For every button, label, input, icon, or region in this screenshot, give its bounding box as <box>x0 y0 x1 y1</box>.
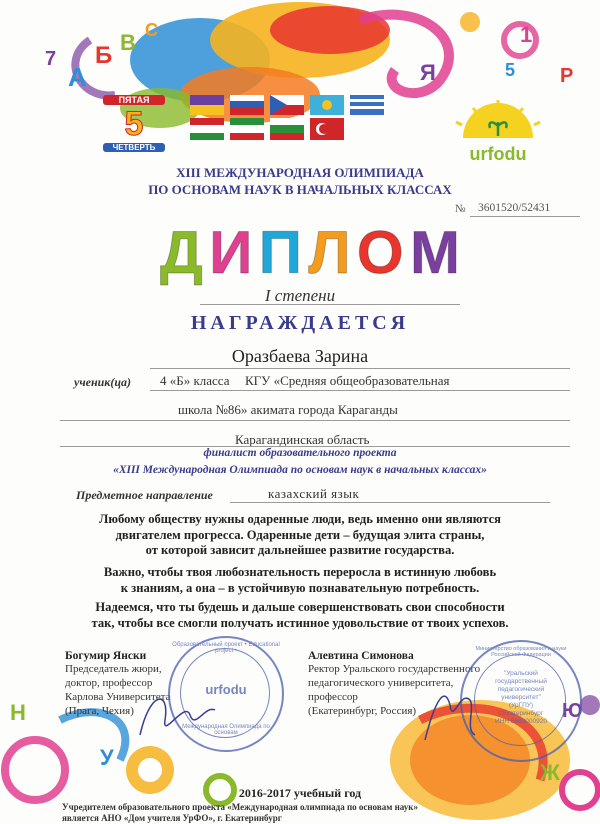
diploma-letter: П <box>258 219 302 286</box>
sun-icon <box>448 100 548 140</box>
signer-left-name: Богумир Янски <box>65 650 147 662</box>
decor-letter: В <box>120 30 136 55</box>
subject-label: Предметное направление <box>76 488 213 502</box>
stamp-right-center: "Уральский государственный педагогический университет" (УрГПУ) г.Екатеринбург ИНН 6663000920 <box>494 670 548 725</box>
decor-letter: У <box>100 745 114 770</box>
signer-right-line: педагогического университета, <box>308 677 454 689</box>
school-line2: школа №86» акимата города Караганды <box>178 402 398 417</box>
stamp-left-center: urfodu <box>205 682 247 697</box>
decor-letter: 5 <box>505 60 516 80</box>
stamp-left-ring: Образовательный проект • Educational project • <box>172 642 280 654</box>
school-line1: КГУ «Средняя общеобразовательная <box>245 373 450 388</box>
number-sign: № <box>455 203 466 215</box>
signer-left-line: Председатель жюри, <box>65 663 162 675</box>
diploma-letter: М <box>409 219 460 286</box>
academic-year: 2016-2017 учебный год <box>238 786 362 800</box>
decor-letter: Н <box>10 700 26 725</box>
olympiad-title-line2: ПО ОСНОВАМ НАУК В НАЧАЛЬНЫХ КЛАССАХ <box>148 182 452 197</box>
decor-letter: Я <box>420 60 436 85</box>
paragraph-1 <box>40 512 560 559</box>
paragraph-2 <box>40 565 560 596</box>
stamp-right-ring: Министерство образования и науки Российской Федерации <box>475 646 567 658</box>
diploma-letter: Л <box>308 219 351 286</box>
signer-right-line: (Екатеринбург, Россия) <box>308 705 417 717</box>
decor-letter: Ж <box>540 760 560 785</box>
diploma-number: 3601520/52431 <box>478 202 551 214</box>
paragraph-line: от которой зависит дальнейшее развитие государства. <box>145 543 455 557</box>
paragraph-3 <box>40 600 560 631</box>
logo-top-text: ПЯТАЯ <box>103 95 165 105</box>
decor-letter: 7 <box>45 48 57 70</box>
region: Карагандинская область <box>235 432 370 447</box>
urfodu-logo <box>448 100 548 164</box>
footer-line2: является АНО «Дом учителя УрФО», г. Екатеринбург <box>62 813 282 823</box>
paragraph-line: Любому обществу нужны одаренные люди, ведь именно они являются <box>99 512 501 526</box>
decor-letter: Р <box>560 65 574 87</box>
signer-left-line: доктор, профессор <box>65 677 153 689</box>
finalist-label: финалист образовательного проекта <box>203 447 397 459</box>
logo-number: 5 <box>124 105 144 143</box>
decor-letter: А <box>68 62 87 92</box>
diploma-heading <box>160 218 460 286</box>
diploma-letter: И <box>209 219 253 286</box>
paragraph-line: двигателем прогресса. Одаренные дети – будущая элита страны, <box>115 527 485 542</box>
degree: I степени <box>264 286 336 305</box>
signature-left <box>130 680 220 750</box>
decor-letter: С <box>145 20 158 40</box>
paragraph-line: к знаниям, а она – в устойчивую познавательную потребность. <box>120 580 480 595</box>
paragraph-line: так, чтобы все смогли получать истинное удовольствие от твоих успехов. <box>91 615 509 630</box>
awarded-heading: НАГРАЖДАЕТСЯ <box>190 312 410 334</box>
fifth-quarter-logo <box>103 95 165 159</box>
project-name: «XIII Международная Олимпиада по основам наук в начальных классах» <box>113 464 487 476</box>
olympiad-title-line1: XIII МЕЖДУНАРОДНАЯ ОЛИМПИАДА <box>176 165 424 180</box>
signer-left-line: (Прага, Чехия) <box>65 705 134 717</box>
paragraph-line: Надеемся, что ты будешь и дальше совершенствовать свои способности <box>95 600 505 614</box>
logo-text: urfodu <box>469 144 527 164</box>
diploma-letter: О <box>356 219 404 286</box>
diploma-letter: Д <box>160 219 203 286</box>
student-label: ученик(ца) <box>74 375 132 389</box>
decor-letter: Ю <box>562 700 583 722</box>
class: 4 «Б» класса <box>160 373 230 388</box>
stamp-left-inner: Международная Олимпиада по основам <box>182 724 270 736</box>
logo-bottom-text: ЧЕТВЕРТЬ <box>103 143 165 152</box>
student-name: Оразбаева Зарина <box>231 346 369 366</box>
decor-letter: Б <box>95 42 113 69</box>
signer-right-name: Алевтина Симонова <box>308 650 414 662</box>
paragraph-line: Важно, чтобы твоя любознательность переросла в истинную любовь <box>103 565 497 579</box>
footer-line1: Учредителем образовательного проекта «Международная олимпиада по основам наук» <box>62 802 418 812</box>
subject: казахский язык <box>268 486 360 501</box>
signer-left-line: Карлова Университета <box>65 691 171 703</box>
signer-right-line: профессор <box>308 691 358 703</box>
signature-right <box>420 680 480 750</box>
decor-letter: 1 <box>520 22 533 47</box>
signer-right-line: Ректор Уральского государственного <box>308 663 481 675</box>
